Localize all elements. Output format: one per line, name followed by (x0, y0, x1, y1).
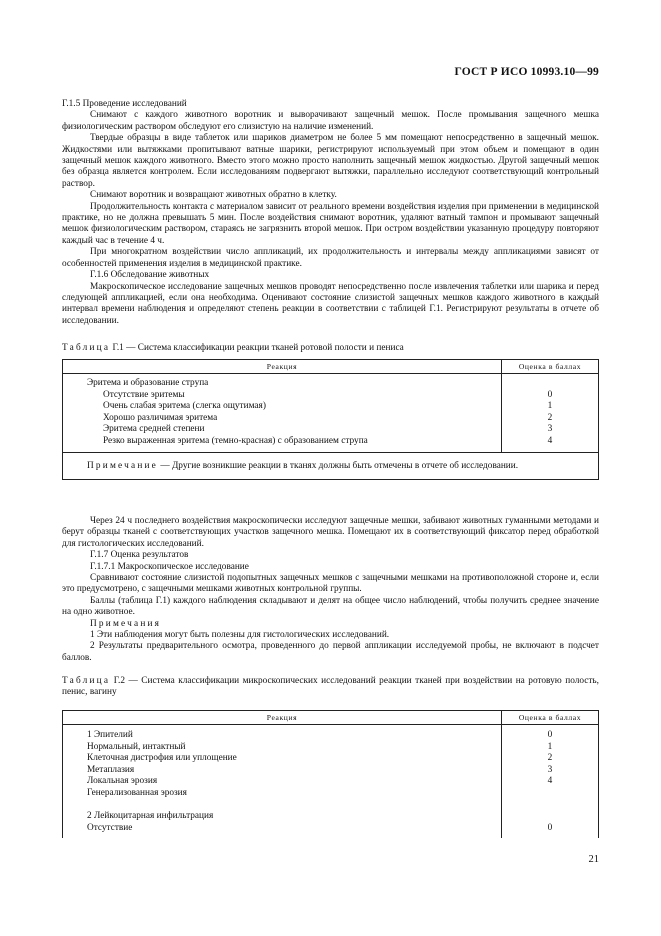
table2-grade-cell (502, 725, 599, 839)
table1-row-label: Отсутствие эритемы (103, 389, 185, 400)
table2-row-label: Метаплазия (87, 764, 135, 775)
section-a-text (62, 99, 599, 327)
table2-header-reaction: Реакция (63, 711, 502, 725)
section-b-text (62, 516, 599, 664)
table2-row-label: Клеточная дистрофия или уплощение (87, 753, 237, 764)
table1-caption-text: Г.1 — Система классификации реакции тканей ротовой полости и пениса (110, 343, 404, 353)
table1-reaction-cell (63, 374, 502, 453)
paragraph: 1 Эти наблюдения могут быть полезны для гистологических исследований. (90, 630, 390, 641)
table1-caption-word: Таблица (62, 343, 111, 353)
table1-row-label: Эритема средней степени (103, 424, 205, 435)
table2-row-grade: 0 (547, 822, 553, 833)
paragraph: Продолжительность контакта с материалом зависит от реального времени воздействия изделия при применении в медицинской практике, но не должна превышать 5 мин. После воздействия снимают воротник, удаляют ватный тампон и промывают защечный мешок физиологическим раствором, стараясь не загрязнить второй мешок. При остром воздействии указанную процедуру повторяют каждый час в течение 4 ч. (62, 201, 599, 246)
table2-caption-text: Г.2 — Система классификации микроскопических исследований реакции тканей при воздействии на ротовую полость, пенис, вагину (62, 676, 599, 698)
table2-row-grade: 1 (547, 741, 553, 752)
table2-header-grade: Оценка в баллах (502, 711, 599, 725)
document-header: ГОСТ Р ИСО 10993.10—99 (454, 66, 599, 78)
paragraph: Г.1.7.1 Макроскопическое исследование (90, 561, 249, 572)
table-g1 (62, 359, 599, 480)
table2-row-grade: 3 (547, 764, 553, 775)
table2-row-grade: 2 (547, 753, 553, 764)
paragraph: Г.1.5 Проведение исследований (62, 99, 187, 109)
table1-row-grade: 0 (547, 389, 553, 400)
table2-row-label: Локальная эрозия (87, 776, 158, 787)
paragraph: 2 Результаты предварительного осмотра, проведенного до первой аппликации исследуемой пробы, не включают в подсчет баллов. (62, 641, 599, 663)
paragraph: Примечания (90, 618, 162, 629)
table1-note (63, 452, 599, 479)
table1-header-grade: Оценка в баллах (502, 360, 599, 374)
paragraph: Баллы (таблица Г.1) каждого наблюдения складывают и делят на общее число наблюдений, чтобы получить среднее значение на одно животное. (62, 595, 599, 618)
table2-row-label: Нормальный, интактный (87, 741, 186, 752)
page-number: 21 (588, 854, 599, 865)
table-g2 (62, 710, 599, 838)
paragraph: Снимают воротник и возвращают животных обратно в клетку. (90, 190, 337, 201)
paragraph: Макроскопическое исследование защечных мешков проводят непосредственно после извлечения таблетки или шарика и перед следующей аппликацией, если она необходима. Оценивают состояние слизистой защечных мешков каждого животного в каждый интервал времени наблюдения и определяют степень реакции в соответствии с таблицей Г.1. Регистрируют результаты в отчете об исследовании. (62, 281, 599, 326)
paragraph: Г.1.6 Обследование животных (90, 270, 210, 281)
table2-group2-label: 2 Лейкоцитарная инфильтрация (87, 811, 214, 822)
table1-row-grade: 4 (547, 435, 553, 446)
paragraph: Твердые образцы в виде таблеток или шариков диаметром не более 5 мм помещают непосредственно в защечный мешок. Жидкостями или вытяжками пропитывают ватные шарики, регистрируют используемый при этом объем и помещают в один защечный мешок каждого животного. Вместо этого можно просто наполнить защечный мешок жидкостью. Другой защечный мешок без образца является контролем. Если исследованиям подвергают вытяжки, параллельно исследуют соответствующий контрольный раствор. (62, 133, 599, 189)
table1-row-label: Очень слабая эритема (слегка ощутимая) (103, 401, 266, 412)
table1-row-label: Хорошо различимая эритема (103, 412, 218, 423)
table1-header-reaction: Реакция (63, 360, 502, 374)
table1-note-word: Примечание (87, 460, 158, 471)
table2-group1-label: 1 Эпителий (87, 730, 133, 740)
table1-group-label: Эритема и образование струпа (87, 378, 209, 388)
table1-row-grade: 2 (547, 412, 553, 423)
table2-row-label: Генерализованная эрозия (87, 787, 187, 798)
table1-note-text: — Другие возникшие реакции в тканях должны быть отмечены в отчете об исследовании. (158, 460, 519, 471)
table2-row-grade: 4 (547, 776, 553, 787)
paragraph: Снимают с каждого животного воротник и выворачивают защечный мешок. После промывания защечного мешка физиологическим раствором обследуют его слизистую на наличие изменений. (62, 110, 599, 132)
table2-row-label: Отсутствие (87, 822, 133, 833)
table2-row-grade (502, 788, 598, 800)
table1-row-grade: 3 (547, 424, 553, 435)
paragraph: Через 24 ч последнего воздействия макроскопически исследуют защечные мешки, забивают животных гуманными методами и берут образцы тканей с соответствующих участков защечного мешка. Помещают их в соответствующий фиксатор перед обработкой для гистологических исследований. (62, 516, 599, 549)
table1-grade-cell (502, 374, 599, 453)
table1-row-label: Резко выраженная эритема (темно-красная) с образованием струпа (103, 435, 368, 446)
paragraph: Г.1.7 Оценка результатов (90, 550, 189, 561)
table2-caption-word: Таблица (62, 676, 111, 686)
table2-caption (62, 676, 599, 699)
table2-reaction-cell (63, 725, 502, 839)
table1-caption (62, 343, 599, 354)
paragraph: Сравнивают состояние слизистой подопытных защечных мешков с защечными мешками на противоположной стороне и, если это предусмотрено, с защечными мешками животных контрольной группы. (62, 573, 599, 595)
paragraph: При многократном воздействии число аппликаций, их продолжительность и интервалы между аппликациями зависят от особенностей применения изделия в медицинской практике. (62, 247, 599, 269)
table2-group1-grade: 0 (547, 730, 553, 740)
table1-row-grade: 1 (547, 401, 553, 412)
